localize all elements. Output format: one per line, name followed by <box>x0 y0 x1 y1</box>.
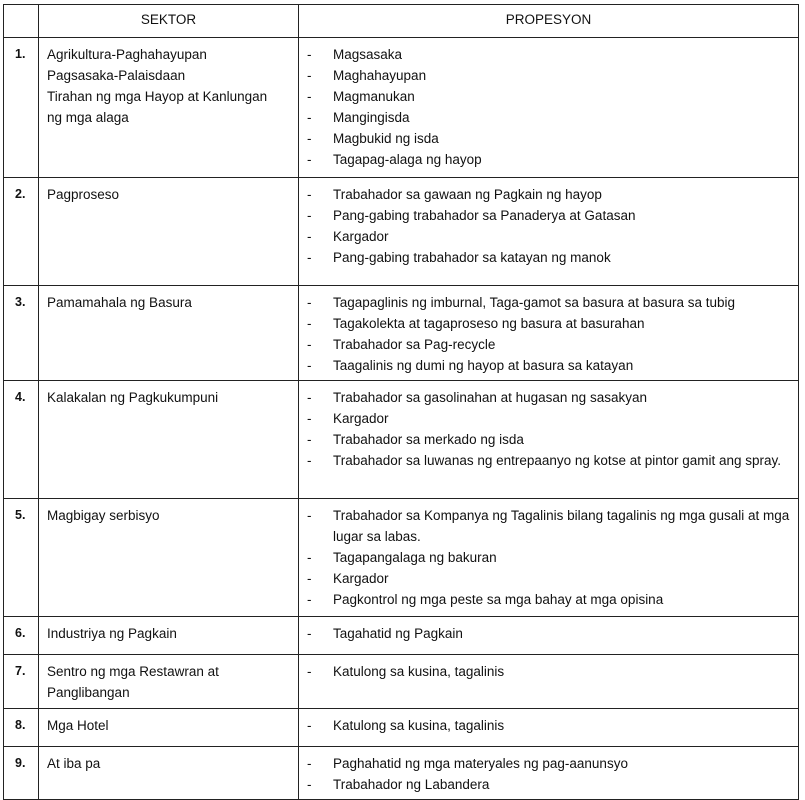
propesyon-list <box>305 661 794 682</box>
dash-bullet: - <box>307 250 312 265</box>
propesyon-text: Tagapangalaga ng bakuran <box>333 550 497 565</box>
propesyon-cell <box>299 286 799 381</box>
dash-bullet: - <box>307 47 312 62</box>
propesyon-text: Mangingisda <box>333 110 410 125</box>
sektor-line: Pagsasaka-Palaisdaan <box>47 68 186 83</box>
propesyon-text: Katulong sa kusina, tagalinis <box>333 718 505 733</box>
list-item <box>305 589 794 610</box>
list-item <box>305 774 794 795</box>
propesyon-cell <box>299 709 799 747</box>
row-number: 8. <box>4 709 39 747</box>
propesyon-list <box>305 44 794 170</box>
dash-bullet: - <box>307 187 312 202</box>
propesyon-list <box>305 505 794 610</box>
propesyon-text: Magmanukan <box>333 89 415 104</box>
list-item <box>305 623 794 644</box>
dash-bullet: - <box>307 432 312 447</box>
propesyon-text: Paghahatid ng mga materyales ng pag-aanunsyo <box>333 756 628 771</box>
propesyon-text: Trabahador ng Labandera <box>333 777 490 792</box>
table-row <box>4 655 799 709</box>
propesyon-cell <box>299 617 799 655</box>
propesyon-text: Tagapag-alaga ng hayop <box>333 152 482 167</box>
propesyon-text: Tagahatid ng Pagkain <box>333 626 463 641</box>
sektor-cell <box>39 38 299 178</box>
propesyon-text: Magbukid ng isda <box>333 131 439 146</box>
propesyon-text: Trabahador sa Kompanya ng Tagalinis bilang tagalinis ng mga gusali at mga lugar sa labas. <box>333 508 790 544</box>
propesyon-text: Trabahador sa luwanas ng entrepaanyo ng kotse at pintor gamit ang spray. <box>333 453 782 468</box>
propesyon-text: Magsasaka <box>333 47 403 62</box>
header-number <box>4 5 39 38</box>
propesyon-text: Trabahador sa gawaan ng Pagkain ng hayop <box>333 187 602 202</box>
list-item <box>305 65 794 86</box>
propesyon-text: Kargador <box>333 411 389 426</box>
list-item <box>305 334 794 355</box>
propesyon-list <box>305 292 794 376</box>
dash-bullet: - <box>307 592 312 607</box>
table-row <box>4 747 799 800</box>
sektor-cell <box>39 381 299 499</box>
row-number: 2. <box>4 178 39 286</box>
sektor-line: Tirahan ng mga Hayop at Kanlungan <box>47 89 268 104</box>
dash-bullet: - <box>307 208 312 223</box>
dash-bullet: - <box>307 571 312 586</box>
sektor-line: Industriya ng Pagkain <box>47 626 177 641</box>
table-row <box>4 178 799 286</box>
propesyon-text: Kargador <box>333 571 389 586</box>
propesyon-list <box>305 623 794 644</box>
row-number: 1. <box>4 38 39 178</box>
sector-profession-table <box>3 4 799 800</box>
list-item <box>305 505 794 547</box>
propesyon-text: Tagakolekta at tagaproseso ng basura at basurahan <box>333 316 645 331</box>
row-number: 5. <box>4 499 39 617</box>
propesyon-cell <box>299 499 799 617</box>
sektor-cell <box>39 178 299 286</box>
sektor-cell <box>39 747 299 800</box>
row-number: 4. <box>4 381 39 499</box>
sektor-line: Panglibangan <box>47 685 130 700</box>
sektor-line: Mga Hotel <box>47 718 109 733</box>
list-item <box>305 355 794 376</box>
sektor-cell <box>39 655 299 709</box>
row-number: 3. <box>4 286 39 381</box>
list-item <box>305 86 794 107</box>
dash-bullet: - <box>307 68 312 83</box>
propesyon-list <box>305 753 794 795</box>
dash-bullet: - <box>307 390 312 405</box>
propesyon-cell <box>299 655 799 709</box>
list-item <box>305 313 794 334</box>
list-item <box>305 149 794 170</box>
list-item <box>305 128 794 149</box>
sektor-line: Kalakalan ng Pagkukumpuni <box>47 390 219 405</box>
row-number: 9. <box>4 747 39 800</box>
propesyon-text: Trabahador sa gasolinahan at hugasan ng sasakyan <box>333 390 647 405</box>
dash-bullet: - <box>307 89 312 104</box>
dash-bullet: - <box>307 152 312 167</box>
propesyon-text: Tagapaglinis ng imburnal, Taga-gamot sa basura at basura sa tubig <box>333 295 736 310</box>
table-row <box>4 38 799 178</box>
list-item <box>305 568 794 589</box>
propesyon-list <box>305 387 794 471</box>
dash-bullet: - <box>307 550 312 565</box>
sektor-line: Pagproseso <box>47 187 120 202</box>
table-row <box>4 709 799 747</box>
sektor-line: Sentro ng mga Restawran at <box>47 664 219 679</box>
propesyon-text: Pang-gabing trabahador sa katayan ng manok <box>333 250 611 265</box>
propesyon-cell <box>299 38 799 178</box>
header-sektor: SEKTOR <box>39 5 299 38</box>
table-row <box>4 381 799 499</box>
table-row <box>4 617 799 655</box>
list-item <box>305 661 794 682</box>
table-header-row <box>4 5 799 38</box>
dash-bullet: - <box>307 664 312 679</box>
list-item <box>305 429 794 450</box>
list-item <box>305 753 794 774</box>
table-row <box>4 286 799 381</box>
dash-bullet: - <box>307 110 312 125</box>
table-body <box>4 38 799 800</box>
dash-bullet: - <box>307 411 312 426</box>
list-item <box>305 226 794 247</box>
dash-bullet: - <box>307 229 312 244</box>
propesyon-text: Kargador <box>333 229 389 244</box>
sektor-cell <box>39 286 299 381</box>
list-item <box>305 107 794 128</box>
sektor-line: Magbigay serbisyo <box>47 508 160 523</box>
propesyon-list <box>305 715 794 736</box>
sektor-cell <box>39 499 299 617</box>
list-item <box>305 408 794 429</box>
table-row <box>4 499 799 617</box>
dash-bullet: - <box>307 756 312 771</box>
propesyon-text: Pagkontrol ng mga peste sa mga bahay at mga opisina <box>333 592 664 607</box>
sektor-line: ng mga alaga <box>47 110 129 125</box>
propesyon-text: Pang-gabing trabahador sa Panaderya at Gatasan <box>333 208 636 223</box>
propesyon-cell <box>299 381 799 499</box>
dash-bullet: - <box>307 337 312 352</box>
dash-bullet: - <box>307 626 312 641</box>
sektor-line: At iba pa <box>47 756 101 771</box>
list-item <box>305 205 794 226</box>
sektor-cell <box>39 709 299 747</box>
list-item <box>305 547 794 568</box>
dash-bullet: - <box>307 131 312 146</box>
dash-bullet: - <box>307 718 312 733</box>
dash-bullet: - <box>307 453 312 468</box>
list-item <box>305 450 794 471</box>
dash-bullet: - <box>307 777 312 792</box>
list-item <box>305 387 794 408</box>
dash-bullet: - <box>307 508 312 523</box>
dash-bullet: - <box>307 358 312 373</box>
propesyon-text: Katulong sa kusina, tagalinis <box>333 664 505 679</box>
propesyon-text: Trabahador sa Pag-recycle <box>333 337 496 352</box>
dash-bullet: - <box>307 316 312 331</box>
sektor-cell <box>39 617 299 655</box>
list-item <box>305 247 794 268</box>
dash-bullet: - <box>307 295 312 310</box>
propesyon-list <box>305 184 794 268</box>
propesyon-text: Trabahador sa merkado ng isda <box>333 432 524 447</box>
sektor-line: Pamamahala ng Basura <box>47 295 192 310</box>
propesyon-cell <box>299 747 799 800</box>
sektor-line: Agrikultura-Paghahayupan <box>47 47 207 62</box>
list-item <box>305 44 794 65</box>
propesyon-text: Maghahayupan <box>333 68 427 83</box>
propesyon-text: Taagalinis ng dumi ng hayop at basura sa katayan <box>333 358 634 373</box>
row-number: 6. <box>4 617 39 655</box>
list-item <box>305 292 794 313</box>
header-propesyon: PROPESYON <box>299 5 799 38</box>
list-item <box>305 184 794 205</box>
list-item <box>305 715 794 736</box>
propesyon-cell <box>299 178 799 286</box>
row-number: 7. <box>4 655 39 709</box>
